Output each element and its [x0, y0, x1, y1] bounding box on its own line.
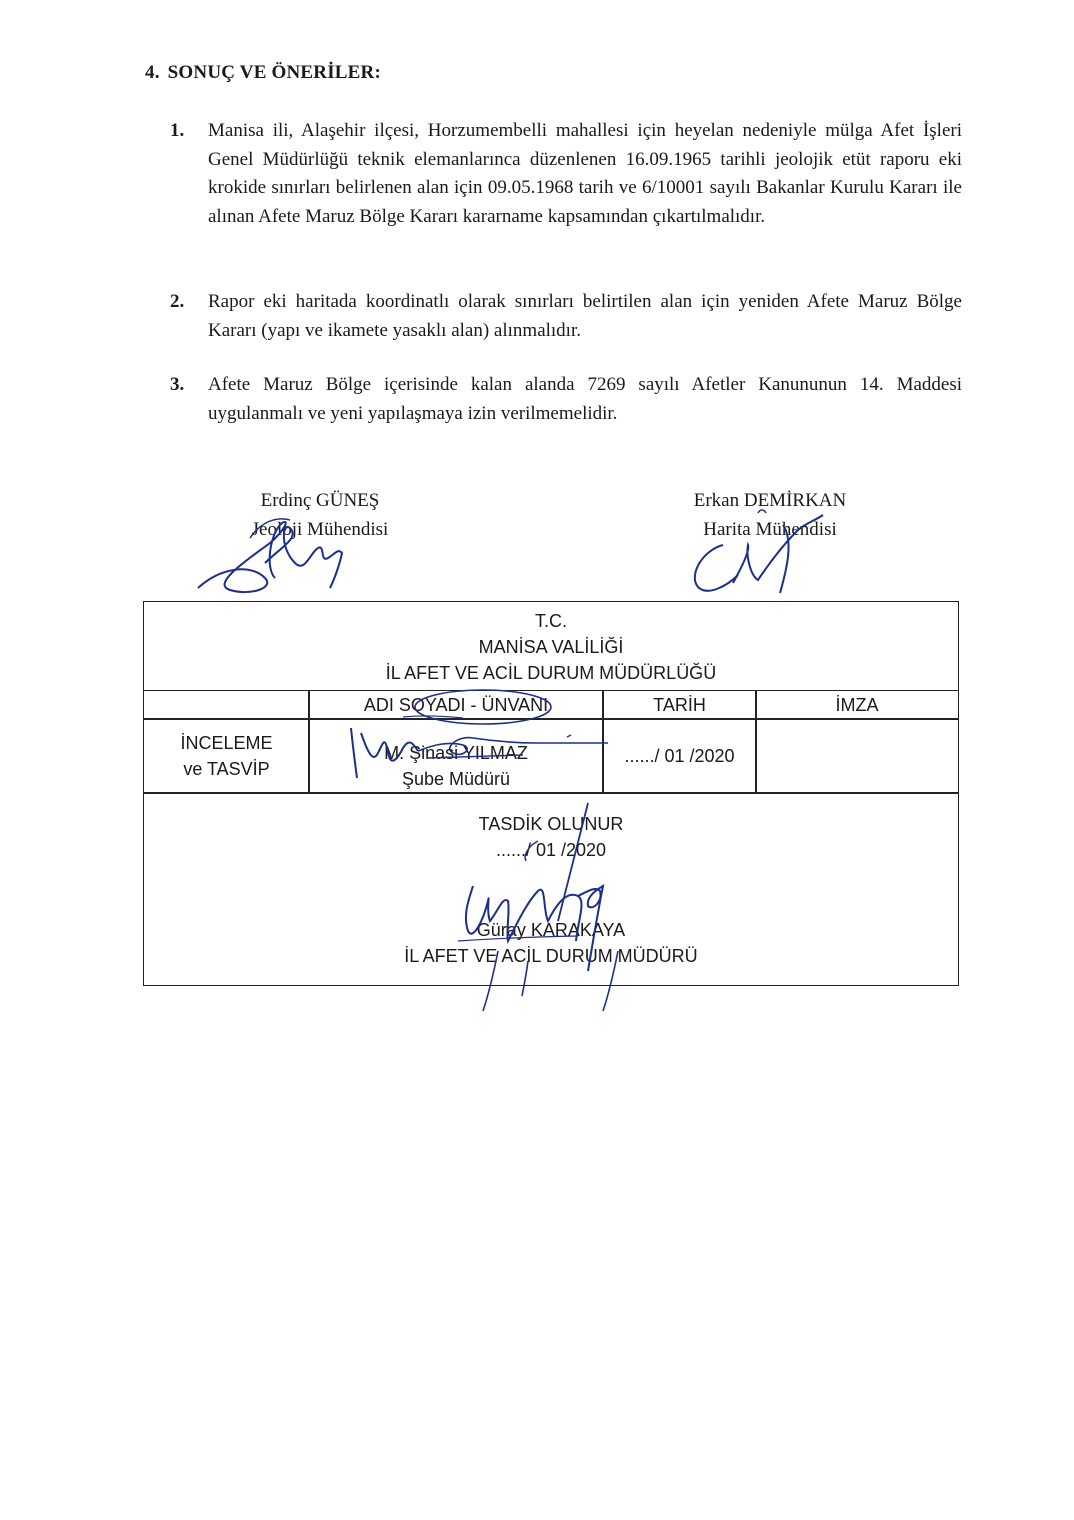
signature-left: [190, 508, 360, 598]
header-line-governorship: MANİSA VALİLİĞİ: [478, 637, 624, 657]
column-date: TARİH: [653, 695, 706, 715]
item-text: Manisa ili, Alaşehir ilçesi, Horzumembelli mahallesi için heyelan nedeniyle mülga Afet İşleri Genel Müdürlüğü teknik elemanlarınca düzenlenen 16.09.1965 tarihli jeolojik etüt raporu eki krokide sınırları belirlenen alan için 09.05.1968 tarih ve 6/10001 sayılı Bakanlar Kurulu Kararı ile alınan Afete Maruz Bölge Kararı kararname kapsamından çıkartılmalıdır.: [208, 120, 962, 227]
review-label-line1: İNCELEME: [180, 733, 273, 753]
approval-status: TASDİK OLUNUR: [478, 814, 624, 834]
section-heading: [145, 62, 381, 84]
approver-title: İL AFET VE ACİL DURUM MÜDÜRÜ: [404, 946, 698, 966]
item-text: Rapor eki haritada koordinatlı olarak sınırları belirtilen alan için yeniden Afete Maruz Bölge Kararı (yapı ve ikamete yasaklı alan) alınmalıdır.: [208, 291, 962, 341]
approval-table: [143, 601, 959, 986]
list-item: [170, 117, 962, 231]
item-number: 1.: [170, 120, 185, 141]
review-label-line2: ve TASVİP: [183, 759, 270, 779]
column-name-title: ADI SOYADI - ÜNVANI: [363, 695, 549, 715]
section-number: 4.: [145, 62, 160, 83]
reviewer-name: M. Şinasi YILMAZ: [384, 743, 528, 763]
review-label: [143, 730, 310, 782]
reviewer-title: Şube Müdürü: [401, 769, 511, 789]
signer-name: Erdinç GÜNEŞ: [260, 490, 380, 511]
table-header: [143, 608, 959, 686]
approver-name: Güray KARAKAYA: [476, 920, 626, 940]
approval-date: ....../ 01 /2020: [495, 840, 607, 860]
item-number: 2.: [170, 291, 185, 312]
review-date: ....../ 01 /2020: [624, 746, 735, 766]
signature-reviewer: [343, 723, 613, 783]
section-title: SONUÇ VE ÖNERİLER:: [167, 62, 381, 83]
table-cell: [755, 718, 959, 794]
header-line-directorate: İL AFET VE ACİL DURUM MÜDÜRLÜĞÜ: [385, 663, 717, 683]
item-text: Afete Maruz Bölge içerisinde kalan alanda 7269 sayılı Afetler Kanununun 14. Maddesi uygulanmalı ve yeni yapılaşmaya izin verilmemelidir.: [208, 374, 962, 424]
header-line-tc: T.C.: [534, 611, 567, 631]
item-number: 3.: [170, 374, 185, 395]
signer-name: Erkan DEMİRKAN: [693, 490, 847, 511]
column-signature: İMZA: [835, 695, 879, 715]
list-item: [170, 288, 962, 345]
list-item: [170, 371, 962, 428]
signer-title: Jeoloji Mühendisi: [251, 519, 389, 540]
table-cell: [143, 690, 310, 720]
signer-title: Harita Mühendisi: [703, 519, 837, 540]
signature-approver: [428, 801, 668, 1016]
signature-right: [688, 505, 838, 600]
